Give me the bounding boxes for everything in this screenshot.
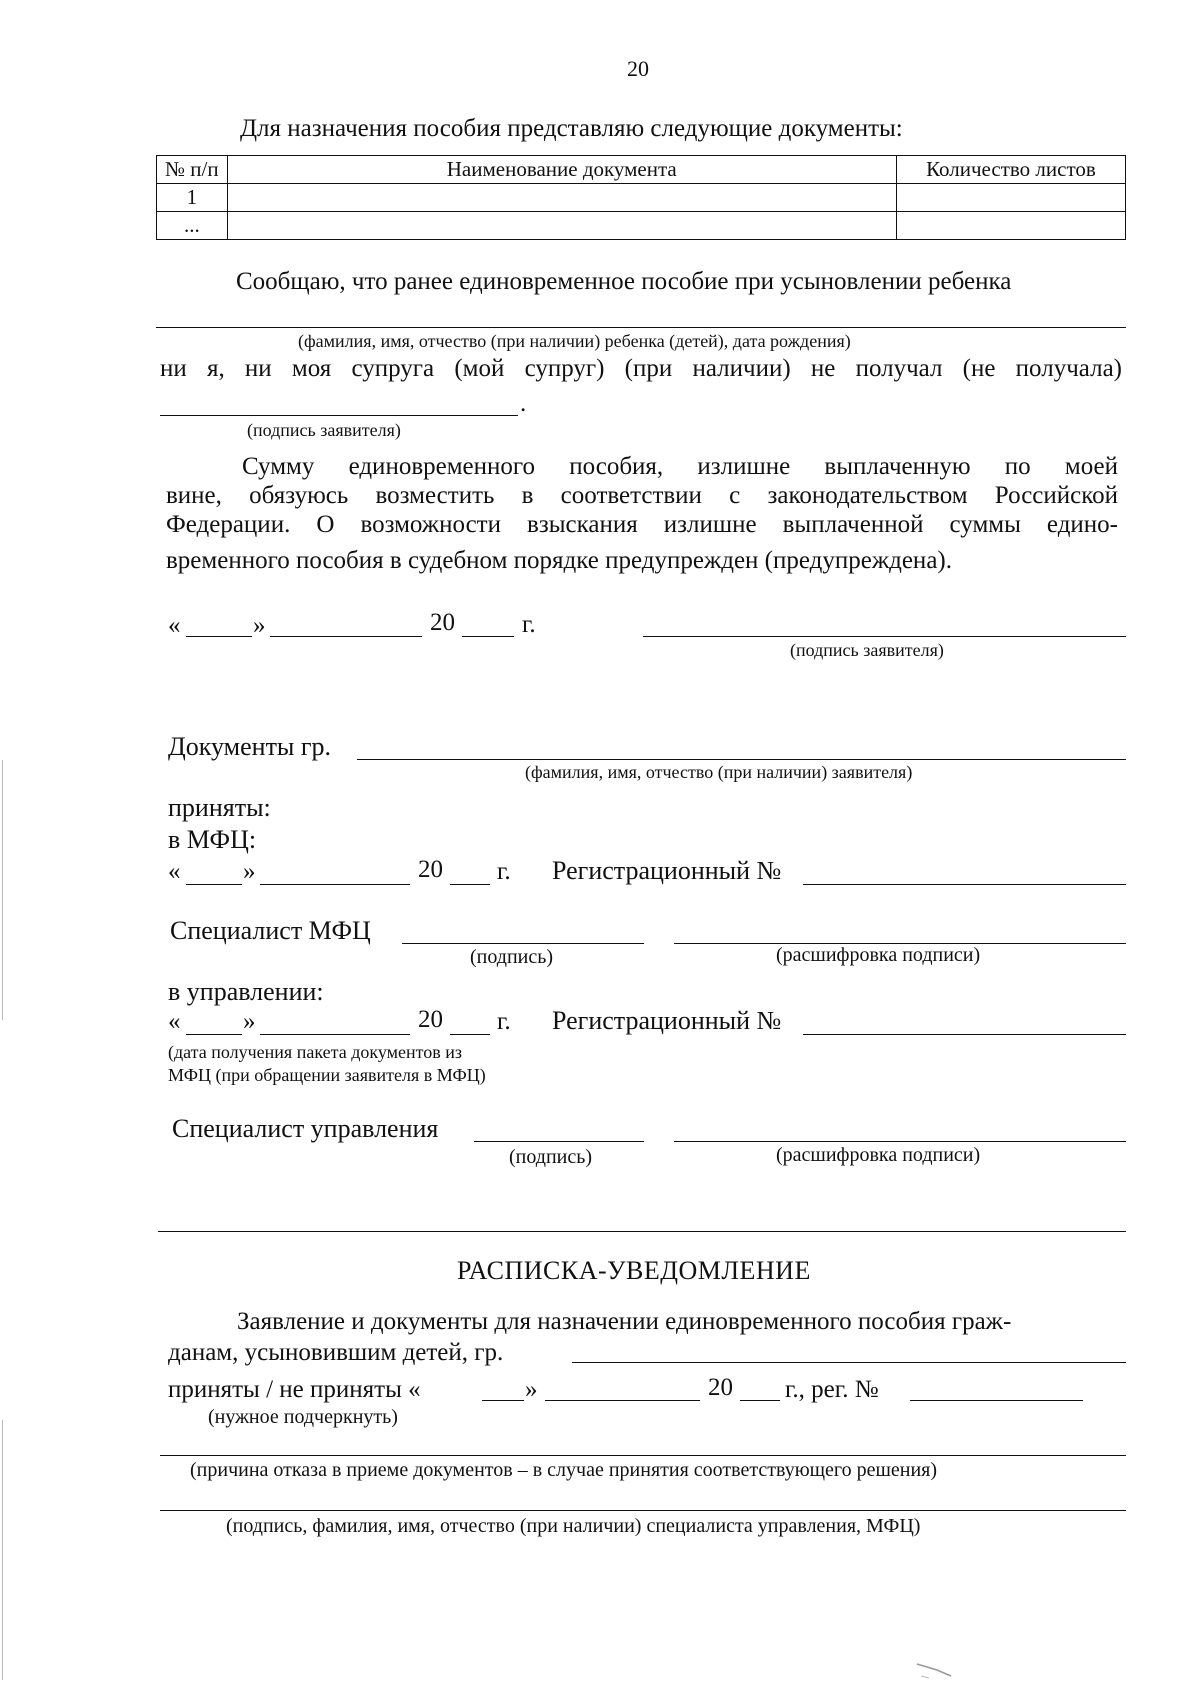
caption-child: (фамилия, имя, отчество (при наличии) ребенка (детей), дата рождения) <box>298 331 851 351</box>
mfc-reg-field[interactable] <box>803 884 1126 885</box>
caption-refusal: (причина отказа в приеме документов – в случае принятия соответствующего решения) <box>190 1459 938 1481</box>
year-suffix: г. <box>522 611 536 638</box>
caption-applicant: (фамилия, имя, отчество (при наличии) заявителя) <box>525 762 913 782</box>
dept-year-field[interactable] <box>450 1034 490 1035</box>
documents-table <box>156 155 1126 240</box>
receipt-line-2: данам, усыновившим детей, гр. <box>168 1339 504 1366</box>
caption-sign: (подпись заявителя) <box>247 420 401 440</box>
receipt-year-field[interactable] <box>740 1400 780 1401</box>
refund-line-3: Федерации. О возможности взыскания излишне выплаченной суммы едино- <box>166 511 1118 538</box>
refund-line-1: Сумму единовременного пособия, излишне выплаченную по моей <box>242 453 1118 480</box>
dept-year-prefix: 20 <box>418 1006 443 1033</box>
page-number: 20 <box>627 56 649 81</box>
month-field[interactable] <box>270 636 422 637</box>
column-header: Наименование документа <box>227 156 896 184</box>
dept-day-field[interactable] <box>186 1034 242 1035</box>
column-header: № п/п <box>157 156 228 184</box>
receipt-reg-label: г., рег. № <box>785 1376 879 1403</box>
in-mfc-label: в МФЦ: <box>168 825 257 854</box>
applicant-signature-line[interactable] <box>643 636 1126 637</box>
receipt-title: РАСПИСКА-УВЕДОМЛЕНИЕ <box>457 1256 811 1285</box>
dept-year-suffix: г. <box>497 1008 511 1035</box>
refund-line-2: вине, обязуюсь возместить в соответствии с законодательством Российской <box>166 482 1118 509</box>
dept-specialist-label: Специалист управления <box>172 1114 439 1143</box>
dept-reg-label: Регистрационный № <box>552 1006 782 1035</box>
caption-specialist: (подпись, фамилия, имя, отчество (при наличии) специалиста управления, МФЦ) <box>226 1515 921 1537</box>
year-prefix: 20 <box>430 609 455 636</box>
accepted-label: приняты: <box>168 793 271 822</box>
caption-applicant-sign: (подпись заявителя) <box>790 640 944 660</box>
mfc-year-prefix: 20 <box>418 856 443 883</box>
mfc-reg-label: Регистрационный № <box>552 856 782 885</box>
receipt-line-3-start: приняты / не приняты « <box>168 1376 421 1403</box>
date-close-quote: » <box>253 612 266 639</box>
receipt-month-field[interactable] <box>545 1400 700 1401</box>
caption-mfc-signature: (подпись) <box>470 946 554 968</box>
dept-specialist-decoding-line[interactable] <box>674 1141 1126 1142</box>
caption-receipt-date-2: МФЦ (при обращении заявителя в МФЦ) <box>168 1065 486 1085</box>
signature-line <box>160 415 518 416</box>
receipt-day-field[interactable] <box>482 1400 524 1401</box>
receipt-applicant-line[interactable] <box>572 1362 1126 1363</box>
dept-month-field[interactable] <box>260 1034 410 1035</box>
docs-label: Документы гр. <box>168 732 332 761</box>
receipt-reg-field[interactable] <box>910 1400 1083 1401</box>
section-separator <box>158 1231 1126 1232</box>
receipt-close-quote: » <box>525 1376 538 1403</box>
receipt-line-1: Заявление и документы для назначении единовременного пособия граж- <box>237 1308 1012 1335</box>
mfc-specialist-label: Специалист МФЦ <box>170 916 371 945</box>
caption-dept-decoding: (расшифровка подписи) <box>776 1144 981 1166</box>
year-field[interactable] <box>462 636 514 637</box>
caption-receipt-date-1: (дата получения пакета документов из <box>168 1042 462 1062</box>
statement-line-2: ни я, ни моя супруга (мой супруг) (при наличии) не получал (не получала) <box>160 355 1122 382</box>
day-field[interactable] <box>186 636 252 637</box>
mfc-specialist-signature-line[interactable] <box>402 943 644 944</box>
dept-specialist-signature-line[interactable] <box>474 1141 644 1142</box>
in-department-label: в управлении: <box>168 977 324 1006</box>
applicant-name-line[interactable] <box>357 759 1126 760</box>
table-row <box>157 212 1126 240</box>
mfc-year-field[interactable] <box>450 884 490 885</box>
table-cell <box>227 184 896 212</box>
table-cell <box>896 184 1125 212</box>
column-header: Количество листов <box>896 156 1125 184</box>
statement-line-1: Сообщаю, что ранее единовременное пособие при усыновлении ребенка <box>236 268 1012 295</box>
mfc-day-field[interactable] <box>186 884 242 885</box>
table-cell <box>896 212 1125 240</box>
mfc-date-close-quote: » <box>243 858 256 885</box>
table-header-row <box>157 156 1126 184</box>
caption-mfc-decoding: (расшифровка подписи) <box>776 944 981 966</box>
caption-underline: (нужное подчеркнуть) <box>208 1406 398 1428</box>
dept-date-open-quote: « <box>168 1008 181 1035</box>
child-name-line <box>156 327 1126 328</box>
refusal-reason-line[interactable] <box>160 1455 1126 1456</box>
scan-edge-mark <box>2 1420 3 1680</box>
refund-line-4: временного пособия в судебном порядке предупрежден (предупреждена). <box>166 547 952 574</box>
table-cell: ... <box>157 212 228 240</box>
receipt-year-prefix: 20 <box>708 1374 733 1401</box>
dept-reg-field[interactable] <box>803 1034 1126 1035</box>
caption-dept-signature: (подпись) <box>509 1146 593 1168</box>
table-cell: 1 <box>157 184 228 212</box>
date-open-quote: « <box>168 612 181 639</box>
mfc-year-suffix: г. <box>497 858 511 885</box>
docs-intro: Для назначения пособия представляю следующие документы: <box>240 115 903 142</box>
table-row <box>157 184 1126 212</box>
period-mark: . <box>520 390 527 417</box>
scan-artifact <box>915 1658 955 1682</box>
table-cell <box>227 212 896 240</box>
mfc-month-field[interactable] <box>260 884 410 885</box>
specialist-signature-line[interactable] <box>160 1510 1126 1511</box>
mfc-date-open-quote: « <box>168 858 181 885</box>
scan-edge-mark <box>2 760 3 1020</box>
dept-date-close-quote: » <box>243 1008 256 1035</box>
